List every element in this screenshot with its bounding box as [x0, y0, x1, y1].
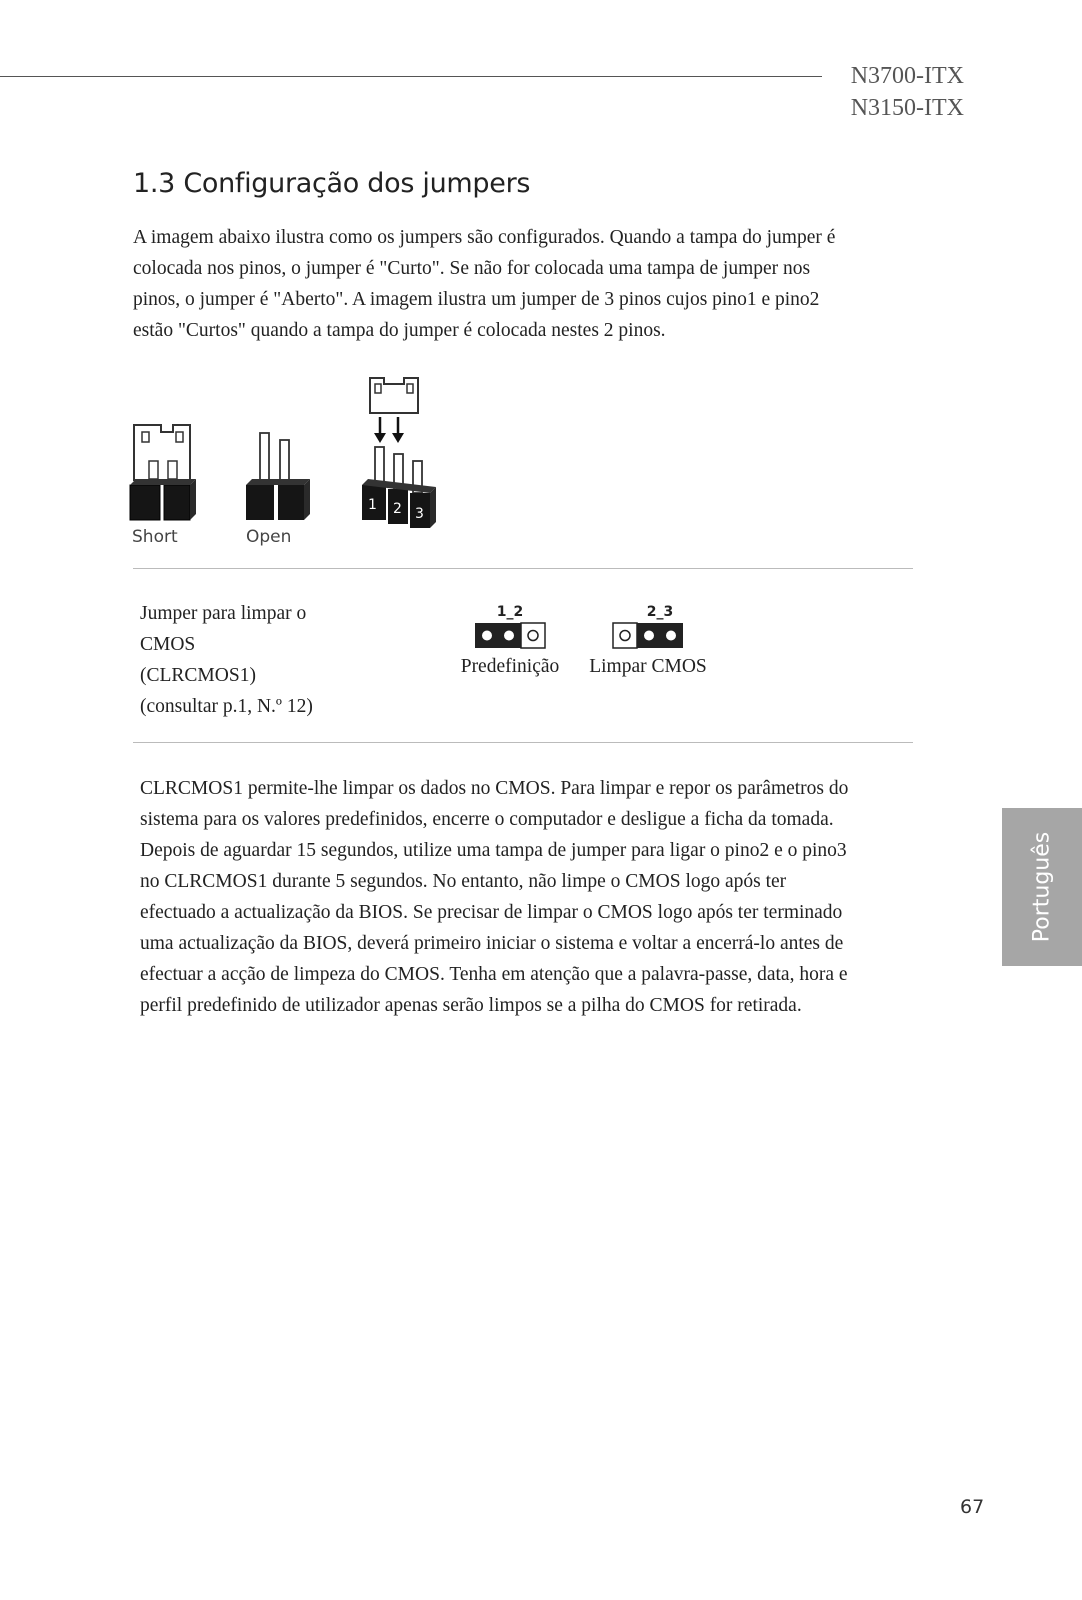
- page-number: 67: [960, 1496, 985, 1518]
- setting-clear-label: Limpar CMOS: [589, 656, 707, 677]
- setting-clear: [583, 604, 713, 678]
- pin-header-icon: [612, 622, 684, 650]
- jumper-label: [140, 598, 313, 722]
- pin-number-2: 2: [393, 501, 402, 517]
- table-top-rule: [133, 568, 913, 569]
- pin-header-icon: [474, 622, 546, 650]
- intro-paragraph: A imagem abaixo ilustra como os jumpers são configurados. Quando a tampa do jumper é colocada nos pinos, o jumper é "Curto". Se não for colocada uma tampa de jumper nos pinos, o jumper é "Aberto". A imagem ilustra um jumper de 3 pinos cujos pino1 e pino2 estão "Curtos" quando a tampa do jumper é colocada nestes 2 pinos.: [133, 227, 836, 341]
- pin-number-3: 3: [415, 506, 424, 522]
- jumper-open-icon: [246, 433, 310, 520]
- jumper-label-line-1: Jumper para limpar o: [140, 603, 307, 624]
- setting-default-pins: 1_2: [496, 604, 524, 620]
- pin-number-1: 1: [368, 497, 377, 513]
- setting-clear-pins: 2_3: [646, 604, 674, 620]
- setting-default: [455, 604, 565, 678]
- section-title: 1.3 Configuração dos jumpers: [133, 168, 531, 199]
- model-name-2: N3150-ITX: [850, 95, 964, 121]
- jumper-figure: [128, 375, 448, 553]
- setting-default-label: Predefinição: [460, 656, 560, 677]
- short-label: Short: [132, 527, 178, 547]
- jumper-label-line-3: (CLRCMOS1): [140, 665, 256, 686]
- model-name-1: N3700-ITX: [850, 63, 964, 89]
- model-names: [851, 60, 964, 124]
- table-bottom-rule: [133, 742, 913, 743]
- jumper-short-icon: [130, 425, 196, 520]
- open-label: Open: [246, 527, 292, 547]
- jumper-label-line-4: (consultar p.1, N.º 12): [140, 696, 313, 717]
- language-tab-label: Português: [1029, 831, 1055, 943]
- language-tab: [1002, 808, 1082, 966]
- header-rule: [0, 76, 822, 77]
- jumper-label-line-2: CMOS: [140, 634, 196, 655]
- clrcmos-description: CLRCMOS1 permite-lhe limpar os dados no CMOS. Para limpar e repor os parâmetros do sistema para os valores predefinidos, encerre o computador e desligue a ficha da tomada. Depois de aguardar 15 segundos, utilize uma tampa de jumper para ligar o pino2 e o pino3 no CLRCMOS1 durante 5 segundos. No entanto, não limpe o CMOS logo após ter efectuado a actualização da BIOS. Se precisar de limpar o CMOS logo após ter terminado uma actualização da BIOS, deverá primeiro iniciar o sistema e voltar a encerrá-lo antes de efectuar a acção de limpeza do CMOS. Tenha em atenção que a palavra-passe, data, hora e perfil predefinido de utilizador apenas serão limpos se a pilha do CMOS for retirada.: [140, 778, 849, 1016]
